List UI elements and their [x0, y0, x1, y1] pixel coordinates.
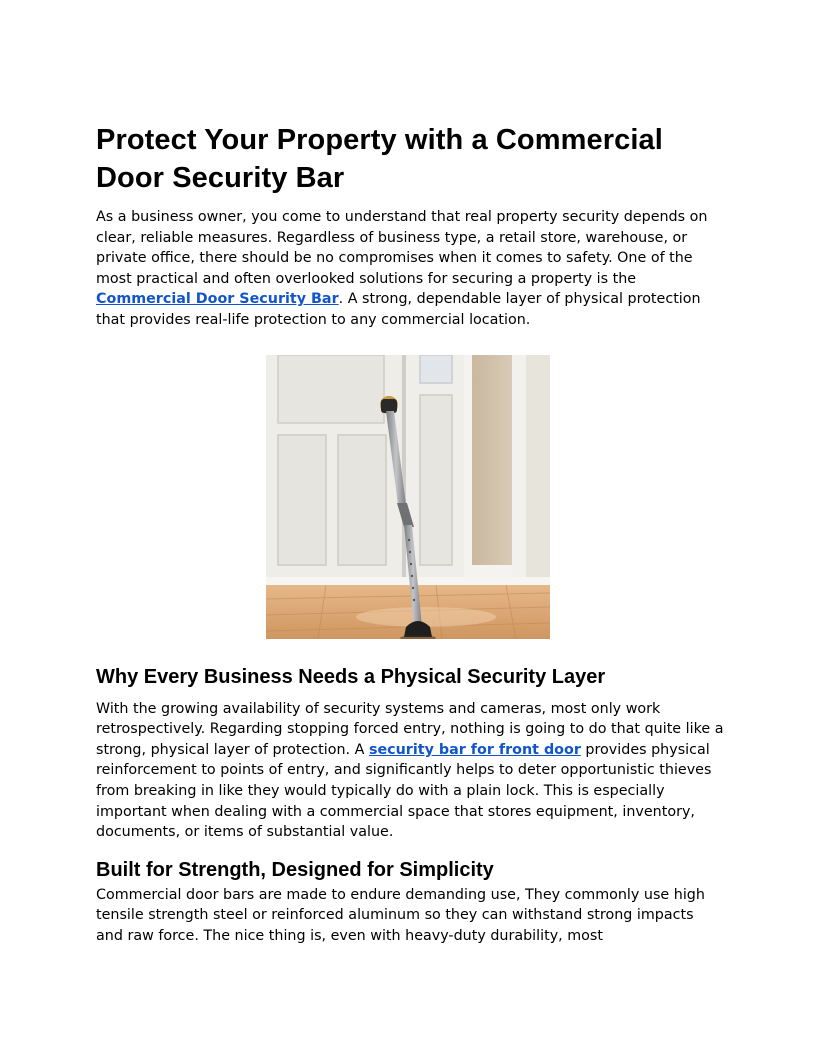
- commercial-door-security-bar-link[interactable]: Commercial Door Security Bar: [96, 291, 339, 308]
- section-paragraph-why-physical-security: [96, 699, 724, 843]
- intro-paragraph: [96, 207, 724, 331]
- section1-text-before: With the growing availability of security systems and cameras, most only work retrospectively. Regarding stopping forced entry, nothing is going to do that quite like a strong, physical layer of protection. A: [96, 700, 724, 758]
- security-bar-for-front-door-link[interactable]: security bar for front door: [368, 741, 581, 758]
- section1-text-after: provides physical reinforcement to points of entry, and significantly helps to deter opportunistic thieves from breaking in like they would typically do with a plain lock. This is especially important when dealing with a commercial space that stores equipment, inventory, documents, or items of substantial value.: [96, 741, 712, 841]
- door-security-bar-photo: [266, 355, 550, 639]
- page-title: Protect Your Property with a Commercial Door Security Bar: [96, 124, 663, 194]
- section-heading-built-for-strength: Built for Strength, Designed for Simplicity: [96, 858, 494, 881]
- document-page: [96, 121, 724, 947]
- intro-text-before: As a business owner, you come to understand that real property security depends on clear, reliable measures. Regardless of business type, a retail store, warehouse, or private office, there should be no compromises when it comes to safety. One of the most practical and often overlooked solutions for securing a property is the: [96, 209, 708, 287]
- section-paragraph-built-for-strength: Commercial door bars are made to endure demanding use, They commonly use high tensile strength steel or reinforced aluminum so they can withstand strong impacts and raw force. The nice thing is, even with heavy-duty durability, most: [96, 886, 705, 944]
- intro-text-after: . A strong, dependable layer of physical protection that provides real-life protection to any commercial location.: [96, 291, 701, 328]
- section-built-for-strength: [96, 858, 724, 947]
- section-heading-why-physical-security: Why Every Business Needs a Physical Security Layer: [96, 665, 606, 688]
- section-why-physical-security: [96, 665, 724, 843]
